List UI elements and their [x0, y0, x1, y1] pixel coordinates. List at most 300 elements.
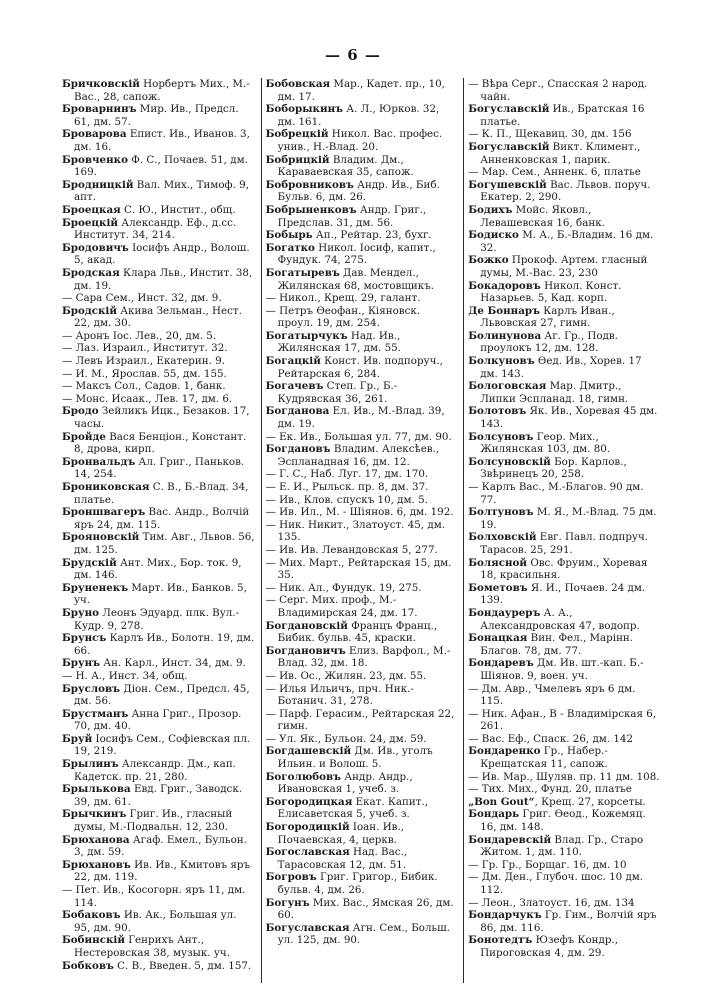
- entry-surname: Брылькова: [62, 783, 131, 796]
- entry-details: Владим. Дм., Караваевская 35, сапож.: [277, 153, 414, 179]
- entry-surname: Бондаревъ: [468, 657, 534, 670]
- entry-surname: Богацкій: [265, 355, 321, 368]
- entry-surname: Богдашевскій: [265, 745, 352, 758]
- entry-details: Ал. Григ., Паньков. 14, 254.: [74, 455, 245, 481]
- entry-details: Елиз. Варфол., М.-Влад. 32, дм. 18.: [277, 644, 451, 670]
- directory-entry: [266, 922, 458, 947]
- entry-details: Мир. Ив., Предсл. 61, дм. 57.: [74, 103, 239, 128]
- entry-surname: Бобинскій: [62, 934, 125, 947]
- directory-entry: [266, 481, 458, 494]
- entry-details: М. А., Б.-Владим. 16 дм. 32.: [480, 229, 654, 254]
- directory-entry: [468, 229, 660, 254]
- entry-details: Агн. Сем., Больш. ул. 125, дм. 90.: [277, 921, 450, 947]
- directory-entry: [266, 242, 458, 267]
- entry-details: — Левъ Израил., Екатерин. 9.: [62, 355, 225, 368]
- entry-surname: Бронвальдъ: [62, 455, 136, 468]
- entry-details: Вал. Мих., Тимоф. 9, апт.: [74, 178, 249, 204]
- entry-surname: Бройде: [62, 430, 106, 443]
- directory-entry: [62, 330, 255, 343]
- entry-details: Ап., Рейтар. 23, бухг.: [312, 229, 432, 242]
- directory-entry: [62, 405, 255, 430]
- entry-details: Мих. Вас., Ямская 26, дм. 60.: [277, 896, 454, 922]
- entry-details: — Вас. Еф., Спаск. 26, дм. 142: [468, 732, 633, 745]
- entry-details: Никол. Вас. профес. унив., Н.-Влад. 20.: [277, 128, 443, 153]
- entry-details: — Аронъ Іос. Лев., 20, дм. 5.: [62, 329, 217, 342]
- directory-entry: [62, 808, 255, 833]
- entry-details: Викт. Климент., Анненковская 1, парик.: [480, 140, 641, 166]
- entry-surname: Бобковъ: [62, 959, 114, 972]
- entry-surname: Брудскій: [62, 556, 117, 569]
- directory-entry: [266, 670, 458, 683]
- entry-details: Карлъ Ив., Болотн. 19, дм. 66.: [74, 632, 255, 657]
- entry-surname: Брюханова: [62, 833, 130, 846]
- directory-entry: [468, 380, 660, 405]
- directory-entry: [266, 708, 458, 733]
- directory-entry: [468, 280, 660, 305]
- entry-details: — Илья Ильичъ, прч. Ник.-Ботанич. 31, 278.: [265, 682, 414, 708]
- directory-entry: [62, 380, 255, 393]
- directory-column-3: [463, 78, 666, 983]
- entry-surname: Богатко: [265, 241, 315, 254]
- directory-entry: [62, 859, 255, 884]
- directory-entry: [62, 557, 255, 582]
- directory-entry: [266, 683, 458, 708]
- directory-column-2: [261, 78, 464, 983]
- directory-entry: [62, 531, 255, 556]
- entry-surname: Бодихъ: [468, 203, 513, 216]
- entry-details: М. Я., М.-Влад. 75 дм. 19.: [480, 506, 657, 531]
- entry-surname: Богровъ: [265, 871, 317, 884]
- directory-entry: [266, 594, 458, 619]
- directory-entry: [468, 481, 660, 506]
- entry-details: Бор. Карлов., Звѣринецъ 20, 258.: [480, 455, 627, 481]
- entry-details: — Карлъ Вас., М.-Благов. 90 дм. 77.: [468, 481, 644, 506]
- entry-details: Генрихъ Ант., Нестеровская 38, музык. уч.: [74, 934, 230, 959]
- entry-details: Ан. Карл., Инст. 34, дм. 9.: [100, 657, 246, 670]
- directory-entry: [468, 305, 660, 330]
- entry-details: Григ. Ѳеод., Кожемяц. 16, дм. 148.: [480, 808, 646, 834]
- directory-entry: [266, 179, 458, 204]
- entry-surname: Бродская: [62, 266, 120, 279]
- entry-details: — Максъ Сол., Садов. 1, банк.: [62, 380, 226, 393]
- entry-surname: Броецкая: [62, 203, 121, 216]
- entry-details: — Серг. Мих. проф., М.-Владимирская 24, дм. 17.: [265, 594, 418, 619]
- directory-entry: [468, 683, 660, 708]
- directory-entry: [62, 368, 255, 381]
- directory-entry: [266, 128, 458, 153]
- directory-entry: [266, 519, 458, 544]
- entry-surname: Бобрыненковъ: [265, 203, 357, 216]
- entry-surname: Де Боннаръ: [468, 304, 540, 317]
- entry-details: Ив. Ак., Большая ул. 95, дм. 90.: [74, 909, 237, 934]
- entry-surname: Бондауреръ: [468, 606, 541, 619]
- directory-entry: [468, 632, 660, 657]
- entry-surname: Бондарь: [468, 808, 520, 821]
- entry-surname: Бондаренко: [468, 745, 541, 758]
- directory-entry: [266, 821, 458, 846]
- directory-entry: [266, 229, 458, 242]
- directory-entry: [468, 330, 660, 355]
- entry-surname: Болотовъ: [468, 405, 527, 418]
- entry-surname: Брылинъ: [62, 758, 119, 771]
- entry-details: — Ив. Ос., Жилян. 23, дм. 55.: [265, 669, 427, 682]
- directory-entry: [62, 506, 255, 531]
- entry-details: Григ. Григор., Бибик. бульв. 4, дм. 26.: [277, 871, 438, 896]
- directory-entry: [266, 330, 458, 355]
- entry-details: С. Ю., Инстит., общ.: [120, 203, 236, 216]
- entry-surname: Богатырчукъ: [265, 329, 348, 342]
- directory-entry: [266, 103, 458, 128]
- entry-surname: Бобрецкій: [265, 128, 329, 141]
- entry-surname: Брониковская: [62, 481, 150, 493]
- directory-entry: [468, 607, 660, 632]
- directory-entry: [62, 683, 255, 708]
- entry-details: — Тих. Мих., Фунд. 20, платье: [468, 783, 632, 796]
- entry-surname: Брустманъ: [62, 707, 129, 720]
- entry-details: — Е. И., Рыльск. пр. 8, дм. 37.: [265, 481, 429, 493]
- entry-details: — Пет. Ив., Косогорн. яръ 11, дм. 114.: [62, 884, 246, 909]
- directory-entry: [468, 456, 660, 481]
- entry-surname: Бобовская: [265, 78, 331, 90]
- entry-details: Степ. Гр., Б.-Кудрявская 36, 261.: [277, 380, 398, 405]
- entry-surname: Божко: [468, 254, 509, 267]
- entry-surname: Бричковскій: [62, 78, 140, 90]
- entry-surname: Богославская: [265, 846, 350, 859]
- entry-surname: Брусловъ: [62, 682, 121, 695]
- directory-entry: [266, 305, 458, 330]
- directory-entry: [266, 620, 458, 645]
- entry-details: — Ул. Як., Бульон. 24, дм. 59.: [265, 732, 427, 745]
- entry-details: — Ив. Ил., М. - Шіянов. 6, дм. 192.: [265, 506, 454, 519]
- directory-entry: [468, 141, 660, 166]
- directory-entry: [62, 670, 255, 683]
- entry-details: Ѳед. Ив., Хорев. 17 дм. 143.: [480, 355, 642, 380]
- directory-entry: [468, 166, 660, 179]
- directory-entry: [266, 771, 458, 796]
- entry-surname: Брунъ: [62, 657, 101, 670]
- entry-surname: Бродо: [62, 405, 99, 418]
- directory-entry: [266, 544, 458, 557]
- directory-entry: [62, 342, 255, 355]
- entry-details: Прокоф. Артем. гласный думы, М.-Вас. 23, 230: [480, 254, 648, 279]
- entry-surname: Бродскій: [62, 304, 117, 317]
- entry-details: — Монс. Исаак., Лев. 17, дм. 6.: [62, 392, 233, 405]
- entry-details: Іосифъ Андр., Волош. 5, акад.: [74, 241, 250, 267]
- directory-entry: [62, 393, 255, 406]
- entry-details: Ант. Мих., Бор. ток. 9, дм. 146.: [74, 556, 242, 582]
- directory-entry: [266, 733, 458, 746]
- directory-entry: [468, 897, 660, 910]
- entry-details: — Мих. Март., Рейтарская 15, дм. 35.: [265, 556, 452, 582]
- entry-surname: Богдановичъ: [265, 644, 346, 657]
- directory-entry: [266, 582, 458, 595]
- directory-entry: [468, 557, 660, 582]
- entry-details: — Лаз. Израил., Институт. 32.: [62, 342, 228, 355]
- entry-surname: Бокадоровъ: [468, 279, 541, 292]
- entry-surname: Болтуновъ: [468, 506, 534, 519]
- entry-details: — Г. С., Наб. Луг. 17, дм. 170.: [265, 468, 429, 481]
- entry-details: Норбертъ Мих., М.-Вас., 28, сапож.: [74, 78, 250, 103]
- entry-details: Епист. Ив., Иванов. 3, дм. 16.: [74, 128, 250, 153]
- directory-entry: [62, 355, 255, 368]
- entry-details: Ф. С., Почаев. 51, дм. 169.: [74, 153, 248, 179]
- directory-entry: [62, 154, 255, 179]
- directory-entry: [266, 796, 458, 821]
- entry-details: Гр., Набер.-Крещатская 11, сапож.: [480, 745, 608, 771]
- entry-details: Аг. Гр., Подв. проулокъ 12, дм. 128.: [480, 329, 618, 355]
- entry-details: — Сара Сем., Инст. 32, дм. 9.: [62, 292, 222, 305]
- entry-details: Конст. Ив. подпоруч., Рейтарская 6, 284.: [277, 355, 443, 380]
- directory-entry: [266, 78, 458, 103]
- entry-details: Владим. Алексѣев., Эспланадная 16, дм. 12.: [277, 443, 440, 468]
- entry-details: Андр. Ив., Биб. Бульв. 6, дм. 26.: [277, 178, 440, 204]
- entry-details: Ив., Братская 16 платье.: [480, 103, 645, 128]
- entry-details: Гр. Гим., Волчій яръ 86, дм. 116.: [480, 909, 657, 934]
- entry-details: Ив. Ив., Кмитовъ яръ 22, дм. 119.: [74, 858, 251, 884]
- directory-entry: [468, 708, 660, 733]
- directory-entry: [468, 103, 660, 128]
- directory-entry: [62, 242, 255, 267]
- entry-surname: Богдановъ: [265, 443, 331, 456]
- directory-entry: [468, 431, 660, 456]
- directory-entry: [266, 431, 458, 444]
- directory-entry: [468, 254, 660, 279]
- entry-surname: Бонотедтъ: [468, 934, 533, 947]
- entry-details: — Петръ Ѳеофан., Кіяновск. проул. 19, дм. 254.: [265, 304, 421, 330]
- entry-details: Григ. Ив., гласный думы, М.-Подвальн. 12, 230.: [74, 808, 233, 834]
- entry-surname: Брояновскій: [62, 531, 140, 544]
- entry-details: — Дм. Ден., Глубоч. шос. 10 дм. 112.: [468, 871, 644, 896]
- entry-details: Юзефъ Кондр., Пироговская 4, дм. 29.: [480, 934, 619, 959]
- entry-details: Март. Ив., Банков. 5, уч.: [74, 581, 247, 607]
- entry-surname: Богунъ: [265, 896, 310, 909]
- entry-details: Екат. Капит., Елисаветская 5, учеб. з.: [277, 795, 429, 821]
- directory-entry: [468, 834, 660, 859]
- entry-surname: Бондарчукъ: [468, 909, 542, 922]
- directory-entry: [468, 871, 660, 896]
- entry-surname: Броецкій: [62, 216, 119, 229]
- entry-details: Францъ Франц., Бибик. бульв. 45, краски.: [277, 619, 438, 645]
- directory-entry: [266, 468, 458, 481]
- entry-details: Агаф. Емел., Бульон. 3, дм. 59.: [74, 833, 247, 859]
- entry-surname: Болсуновъ: [468, 430, 534, 443]
- entry-details: Вас. Андр., Волчій яръ 24, дм. 115.: [74, 506, 250, 531]
- page-number: — 6 —: [325, 46, 381, 64]
- directory-entry: [468, 783, 660, 796]
- directory-entry: [62, 267, 255, 292]
- directory-entry: [62, 204, 255, 217]
- directory-entry: [62, 456, 255, 481]
- entry-details: , Крещ. 27, корсеты.: [534, 795, 646, 808]
- entry-details: С. В., Введен. 5, дм. 157.: [113, 959, 252, 972]
- entry-details: Леонъ Эдуард. плк. Вул.-Кудр. 9, 278.: [74, 606, 240, 632]
- directory-entry: [266, 443, 458, 468]
- entry-surname: Болкуновъ: [468, 355, 535, 368]
- directory-entry: [468, 355, 660, 380]
- entry-surname: Бометовъ: [468, 581, 528, 594]
- entry-details: — Мар. Сем., Анненк. 6, платье: [468, 166, 641, 179]
- entry-details: Александр. Еф., д.сс. Институт. 34, 214.: [74, 216, 237, 242]
- entry-details: Вася Бенціон., Констант. 8, дрова, кирп.: [74, 430, 247, 456]
- directory-entry: [266, 292, 458, 305]
- directory-entry: [266, 846, 458, 871]
- entry-surname: Болховскій: [468, 531, 537, 544]
- directory-entry: [62, 179, 255, 204]
- entry-details: Над. Ив., Жилянская 17, дм. 55.: [277, 329, 401, 355]
- directory-entry: [468, 859, 660, 872]
- directory-entry: [468, 179, 660, 204]
- directory-entry: [62, 657, 255, 670]
- directory-entry: [62, 78, 255, 103]
- entry-details: Анна Григ., Прозор. 70, дм. 40.: [74, 707, 242, 733]
- entry-surname: Богушевскій: [468, 178, 547, 191]
- entry-details: Іосифъ Сем., Софіевская пл. 19, 219.: [74, 732, 251, 758]
- directory-entry: [62, 909, 255, 934]
- entry-details: Вас. Львов. поруч. Екатер. 2, 290.: [480, 178, 651, 204]
- entry-surname: Бруно: [62, 606, 99, 619]
- directory-entry: [266, 871, 458, 896]
- entry-details: Ел. Ив., М.-Влад. 39, дм. 19.: [277, 405, 445, 431]
- entry-surname: Бруненекъ: [62, 581, 129, 594]
- directory-entry: [266, 645, 458, 670]
- directory-entry: [62, 960, 255, 973]
- entry-details: Діон. Сем., Предсл. 45, дм. 56.: [74, 682, 250, 708]
- directory-entry: [468, 733, 660, 746]
- directory-entry: [62, 632, 255, 657]
- directory-entry: [468, 204, 660, 229]
- entry-details: А. А., Александровская 47, водопр.: [480, 606, 640, 632]
- entry-surname: Богатыревъ: [265, 266, 340, 279]
- entry-details: Александр. Дм., кап. Кадетск. пр. 21, 280.: [74, 758, 236, 783]
- directory-entry: [468, 745, 660, 770]
- entry-surname: Богуславскій: [468, 103, 550, 116]
- entry-details: Влад. Гр., Старо Житом. 1, дм. 110.: [480, 833, 644, 859]
- entry-surname: Болинунова: [468, 329, 542, 342]
- entry-surname: Бонацкая: [468, 632, 528, 645]
- entry-surname: Бровченко: [62, 153, 128, 166]
- entry-surname: Боголюбовъ: [265, 770, 342, 783]
- directory-entry: [468, 78, 660, 103]
- entry-surname: Бобаковъ: [62, 909, 121, 922]
- entry-surname: Богуславскій: [468, 140, 550, 153]
- directory-entry: [62, 481, 255, 506]
- directory-entry: [62, 431, 255, 456]
- entry-surname: Брычкинъ: [62, 808, 127, 821]
- entry-details: Як. Ив., Хоревая 45 дм. 143.: [480, 405, 658, 431]
- entry-details: Мар. Дмитр., Липки Эспланад. 18, гимн.: [480, 380, 629, 405]
- entry-details: Акива Зельман., Нест. 22, дм. 30.: [74, 304, 242, 330]
- entry-surname: Боборыкинъ: [265, 103, 344, 116]
- directory-entry: [62, 103, 255, 128]
- directory-entry: [266, 380, 458, 405]
- entry-details: — Ив. Мар., Шуляв. пр. 11 дм. 108.: [468, 770, 660, 783]
- entry-surname: Богачевъ: [265, 380, 324, 393]
- directory-entry: [468, 657, 660, 682]
- entry-details: Я. И., Почаев. 24 дм. 139.: [480, 581, 646, 607]
- entry-details: — Ив. Ив. Левандовская 5, 277.: [265, 543, 438, 556]
- directory-entry: [468, 771, 660, 784]
- entry-surname: Бобырь: [265, 229, 313, 242]
- directory-entry: [266, 267, 458, 292]
- entry-details: — Н. А., Инст. 34, общ.: [62, 669, 188, 682]
- entry-details: Іоан. Ив., Почаевская, 4, церкв.: [277, 821, 405, 846]
- directory-entry: [62, 708, 255, 733]
- entry-details: Карлъ Иван., Львовская 27, гимн.: [480, 304, 615, 330]
- entry-surname: Бобровниковъ: [265, 178, 354, 191]
- entry-details: Андр. Григ., Предслав. 31, дм. 56.: [277, 203, 427, 229]
- entry-details: — Ник. Никит., Златоуст. 45, дм. 135.: [265, 518, 445, 544]
- entry-details: Евг. Павл. подпруч. Тарасов. 25, 291.: [480, 531, 649, 556]
- directory-entry: [468, 128, 660, 141]
- directory-entry: [266, 494, 458, 507]
- directory-entry: [266, 557, 458, 582]
- entry-details: Никол. Іосиф, капит., Фундук. 74, 275.: [277, 241, 436, 267]
- directory-entry: [266, 506, 458, 519]
- directory-entry: [468, 531, 660, 556]
- entry-details: Вин. Фел., Марінн. Благов. 78, дм. 77.: [480, 632, 634, 657]
- directory-columns: [58, 78, 666, 983]
- directory-entry: [62, 128, 255, 153]
- entry-details: — Дм. Авр., Чмелевъ яръ 6 дм. 115.: [468, 682, 636, 708]
- entry-surname: Броварова: [62, 128, 127, 141]
- entry-details: Дав. Мендел., Жилянская 68, мостовщикъ.: [277, 266, 435, 292]
- directory-entry: [62, 217, 255, 242]
- entry-details: — И. М., Ярослав. 55, дм. 155.: [62, 367, 227, 380]
- entry-surname: Болясной: [468, 556, 528, 569]
- entry-surname: Бодиско: [468, 229, 519, 242]
- directory-entry: [468, 909, 660, 934]
- entry-details: Никол. Конст. Назарьев. 5, Кад. корп.: [480, 279, 622, 305]
- entry-surname: Броншвагеръ: [62, 506, 146, 519]
- entry-surname: Богородицкій: [265, 821, 350, 834]
- entry-details: Андр. Андр., Ивановская 1, учеб. з.: [277, 770, 413, 796]
- directory-entry: [266, 154, 458, 179]
- directory-entry: [468, 796, 660, 809]
- entry-surname: Богуславская: [265, 921, 350, 934]
- entry-surname: Бобрицкій: [265, 153, 330, 166]
- directory-entry: [266, 897, 458, 922]
- directory-entry: [62, 884, 255, 909]
- entry-surname: Богородицкая: [265, 795, 353, 808]
- entry-details: Мар., Кадет. пр., 10, дм. 17.: [277, 78, 445, 103]
- entry-surname: Богдановскій: [265, 619, 348, 632]
- directory-entry: [468, 582, 660, 607]
- entry-details: Мойс. Яковл., Левашевская 16, банк.: [480, 203, 605, 229]
- entry-details: — Никол., Крещ. 29, галант.: [265, 292, 421, 305]
- directory-entry: [62, 292, 255, 305]
- directory-entry: [468, 506, 660, 531]
- entry-details: — Парф. Герасим., Рейтарская 22, гимн.: [265, 707, 455, 733]
- entry-surname: Брюхановъ: [62, 858, 131, 871]
- entry-details: Клара Льв., Инстит. 38, дм. 19.: [74, 266, 253, 292]
- directory-entry: [266, 355, 458, 380]
- entry-details: А. Л., Юрков. 32, дм. 161.: [277, 103, 440, 128]
- directory-entry: [62, 582, 255, 607]
- entry-details: Тим. Авг., Львов. 56, дм. 125.: [74, 531, 255, 556]
- entry-surname: Богданова: [265, 405, 330, 418]
- entry-details: Геор. Мих., Жилянская 103, дм. 80.: [480, 430, 611, 456]
- entry-details: Дм. Ив., уголъ Ильин. и Волош. 5.: [277, 745, 433, 771]
- entry-details: — Гр. Гр., Борщаг. 16, дм. 10: [468, 858, 627, 871]
- directory-entry: [62, 834, 255, 859]
- entry-details: — Ник. Ал., Фундук. 19, 275.: [265, 581, 422, 594]
- directory-entry: [266, 745, 458, 770]
- directory-entry: [468, 934, 660, 959]
- entry-surname: Бологовская: [468, 380, 547, 393]
- entry-details: Над. Вас., Тарасовская 12, дм. 51.: [277, 846, 408, 871]
- entry-details: — К. П., Щекавиц. 30, дм. 156: [468, 128, 632, 141]
- directory-entry: [62, 934, 255, 959]
